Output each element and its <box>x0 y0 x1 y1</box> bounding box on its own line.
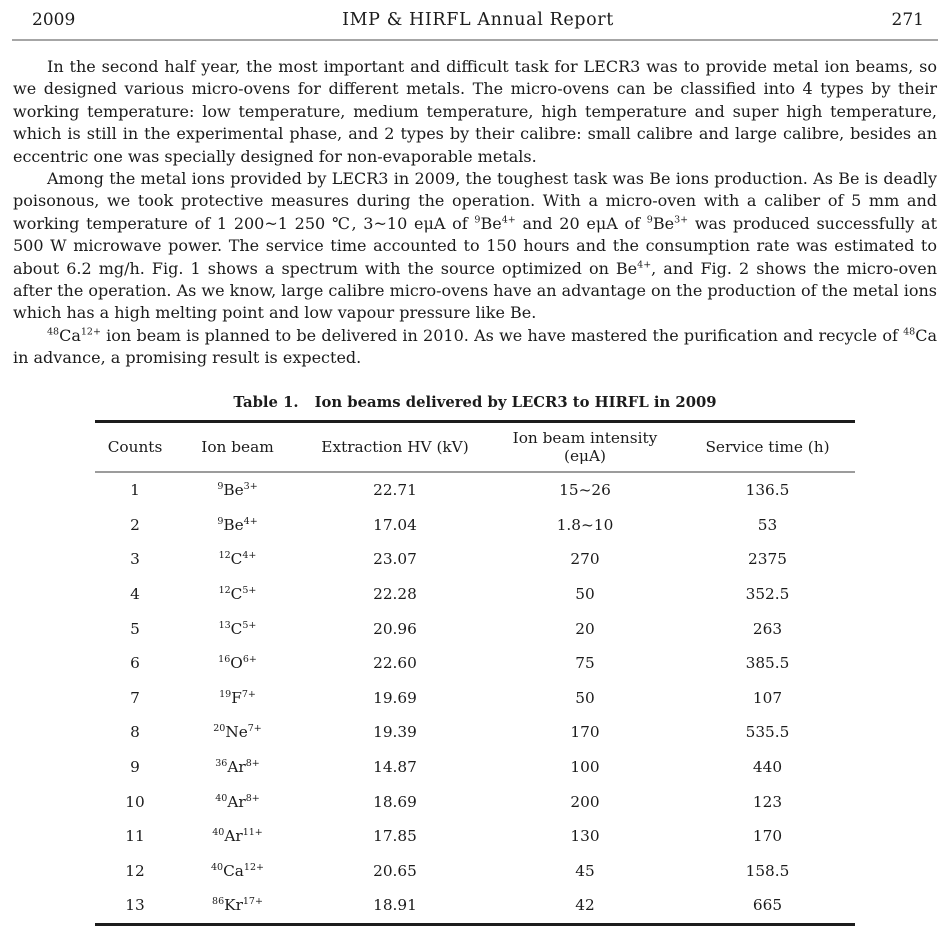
column-header-counts: Counts <box>107 438 163 456</box>
cell-extraction-hv: 20.65 <box>373 861 417 880</box>
table-row <box>95 542 855 577</box>
cell-counts: 13 <box>125 896 145 915</box>
table-row <box>95 854 855 889</box>
cell-intensity: 75 <box>575 654 595 673</box>
cell-intensity: 170 <box>570 723 600 742</box>
cell-counts: 12 <box>125 861 145 880</box>
cell-counts: 6 <box>130 654 140 673</box>
cell-extraction-hv: 18.69 <box>373 792 417 811</box>
cell-counts: 11 <box>125 827 145 846</box>
cell-intensity: 200 <box>570 792 600 811</box>
ion-table-body <box>95 472 855 924</box>
cell-counts: 8 <box>130 723 140 742</box>
cell-extraction-hv: 14.87 <box>373 758 417 777</box>
cell-service-time: 2375 <box>748 550 787 569</box>
cell-counts: 4 <box>130 585 140 604</box>
table-row <box>95 611 855 646</box>
header-title: IMP & HIRFL Annual Report <box>342 10 614 30</box>
cell-extraction-hv: 19.69 <box>373 688 417 707</box>
cell-ion-beam: $^{86}Kr^{17+}$ <box>212 896 263 915</box>
cell-intensity: 42 <box>575 896 595 915</box>
cell-intensity: 270 <box>570 550 600 569</box>
table-row <box>95 715 855 750</box>
paragraph-1: In the second half year, the most important and difficult task for LECR3 was to provide metal ion beams, so we designed various micro-ovens for different metals. The micro-ovens can be classified into 4 types by their working temperature: low temperature, medium temperature, high temperature and super high temperature, which is still in the experimental phase, and 2 types by their calibre: small calibre and large calibre, besides an eccentric one was specially designed for non-evaporable metals. <box>13 57 937 166</box>
cell-intensity: 1.8~10 <box>556 515 614 534</box>
cell-counts: 5 <box>130 619 140 638</box>
cell-counts: 2 <box>130 515 140 534</box>
cell-intensity: 100 <box>570 758 600 777</box>
column-header-extraction-hv: Extraction HV (kV) <box>321 438 469 456</box>
cell-ion-beam: $^{12}C^{5+}$ <box>218 584 257 604</box>
cell-service-time: 440 <box>752 758 783 777</box>
table-row <box>95 819 855 854</box>
cell-service-time: 535.5 <box>745 723 790 742</box>
cell-ion-beam: $^{40}Ar^{8+}$ <box>215 792 260 811</box>
running-head <box>0 0 950 30</box>
paragraph-3: $^{48}Ca^{12+}$ ion beam is planned to be delivered in 2010. As we have mastered the purification and recycle of $^{48}$Ca in advance, a promising result is expected. <box>13 325 937 368</box>
paragraph-2: Among the metal ions provided by LECR3 in 2009, the toughest task was Be ions production. As Be is deadly poisonous, we took protective measures during the operation. With a micro-oven with a caliber of 5 mm and working temperature of 1 200~1 250 ℃, 3~10 eμA of $^9Be^{4+}$ and 20 eμA of $^9Be^{3+}$ was produced successfully at 500 W microwave power. The service time accounted to 150 hours and the consumption rate was estimated to about 6.2 mg/h. Fig. 1 shows a spectrum with the source optimized on $Be^{4+}$, and Fig. 2 shows the micro-oven after the operation. As we know, large calibre micro-ovens have an advantage on the production of the metal ions which has a high melting point and low vapour pressure like Be. <box>13 169 937 323</box>
cell-extraction-hv: 22.28 <box>373 585 417 604</box>
cell-ion-beam: $^{19}F^{7+}$ <box>219 688 256 707</box>
cell-extraction-hv: 22.71 <box>373 481 417 500</box>
cell-service-time: 170 <box>752 827 783 846</box>
cell-intensity: 20 <box>575 619 595 638</box>
table-row <box>95 508 855 543</box>
cell-service-time: 136.5 <box>745 481 790 500</box>
cell-intensity: 50 <box>575 688 595 707</box>
header-page-number: 271 <box>891 10 924 30</box>
cell-extraction-hv: 20.96 <box>373 619 417 638</box>
cell-extraction-hv: 18.91 <box>373 896 417 915</box>
ion-beam-table <box>95 420 855 926</box>
cell-counts: 10 <box>125 792 145 811</box>
cell-service-time: 352.5 <box>745 585 790 604</box>
table-row <box>95 577 855 612</box>
cell-counts: 7 <box>130 688 140 707</box>
cell-counts: 1 <box>130 481 140 500</box>
table-header-row <box>95 422 855 473</box>
cell-service-time: 665 <box>752 896 783 915</box>
cell-service-time: 385.5 <box>745 654 790 673</box>
cell-ion-beam: $^{40}Ar^{11+}$ <box>212 827 263 846</box>
table-row <box>95 888 855 924</box>
cell-ion-beam: $^{20}Ne^{7+}$ <box>213 723 262 742</box>
column-header-service-time: Service time (h) <box>705 438 830 456</box>
cell-counts: 9 <box>130 758 140 777</box>
cell-ion-beam: $^{13}C^{5+}$ <box>218 619 257 638</box>
header-year: 2009 <box>32 10 76 30</box>
cell-service-time: 53 <box>757 515 778 534</box>
table-row <box>95 750 855 785</box>
table-caption-label: Table 1. <box>233 394 299 411</box>
cell-extraction-hv: 17.04 <box>373 515 417 534</box>
cell-ion-beam: $^{12}C^{4+}$ <box>218 550 257 569</box>
cell-intensity: 130 <box>570 827 600 846</box>
table-caption <box>0 394 950 411</box>
table-row <box>95 681 855 716</box>
cell-service-time: 123 <box>752 792 783 811</box>
cell-ion-beam: $^9Be^{3+}$ <box>217 481 258 500</box>
cell-counts: 3 <box>130 550 140 569</box>
cell-ion-beam: $^{16}O^{6+}$ <box>218 654 257 673</box>
cell-ion-beam: $^9Be^{4+}$ <box>217 515 258 534</box>
column-header-intensity: Ion beam intensity (eμA) <box>512 429 658 465</box>
cell-ion-beam: $^{36}Ar^{8+}$ <box>215 757 260 777</box>
table-caption-text: Ion beams delivered by LECR3 to HIRFL in 2009 <box>314 394 717 411</box>
table-row <box>95 646 855 681</box>
cell-service-time: 158.5 <box>745 861 790 880</box>
cell-service-time: 263 <box>752 619 783 638</box>
cell-extraction-hv: 22.60 <box>373 654 417 673</box>
cell-ion-beam: $^{40}Ca^{12+}$ <box>211 861 264 880</box>
cell-intensity: 15~26 <box>559 481 611 500</box>
cell-intensity: 45 <box>575 861 595 880</box>
cell-extraction-hv: 17.85 <box>373 827 417 846</box>
table-row <box>95 472 855 508</box>
cell-service-time: 107 <box>752 688 783 707</box>
table-row <box>95 784 855 819</box>
cell-extraction-hv: 23.07 <box>373 550 417 569</box>
column-header-ion-beam: Ion beam <box>201 438 274 456</box>
cell-extraction-hv: 19.39 <box>373 723 417 742</box>
cell-intensity: 50 <box>575 585 595 604</box>
article-body <box>0 41 950 378</box>
